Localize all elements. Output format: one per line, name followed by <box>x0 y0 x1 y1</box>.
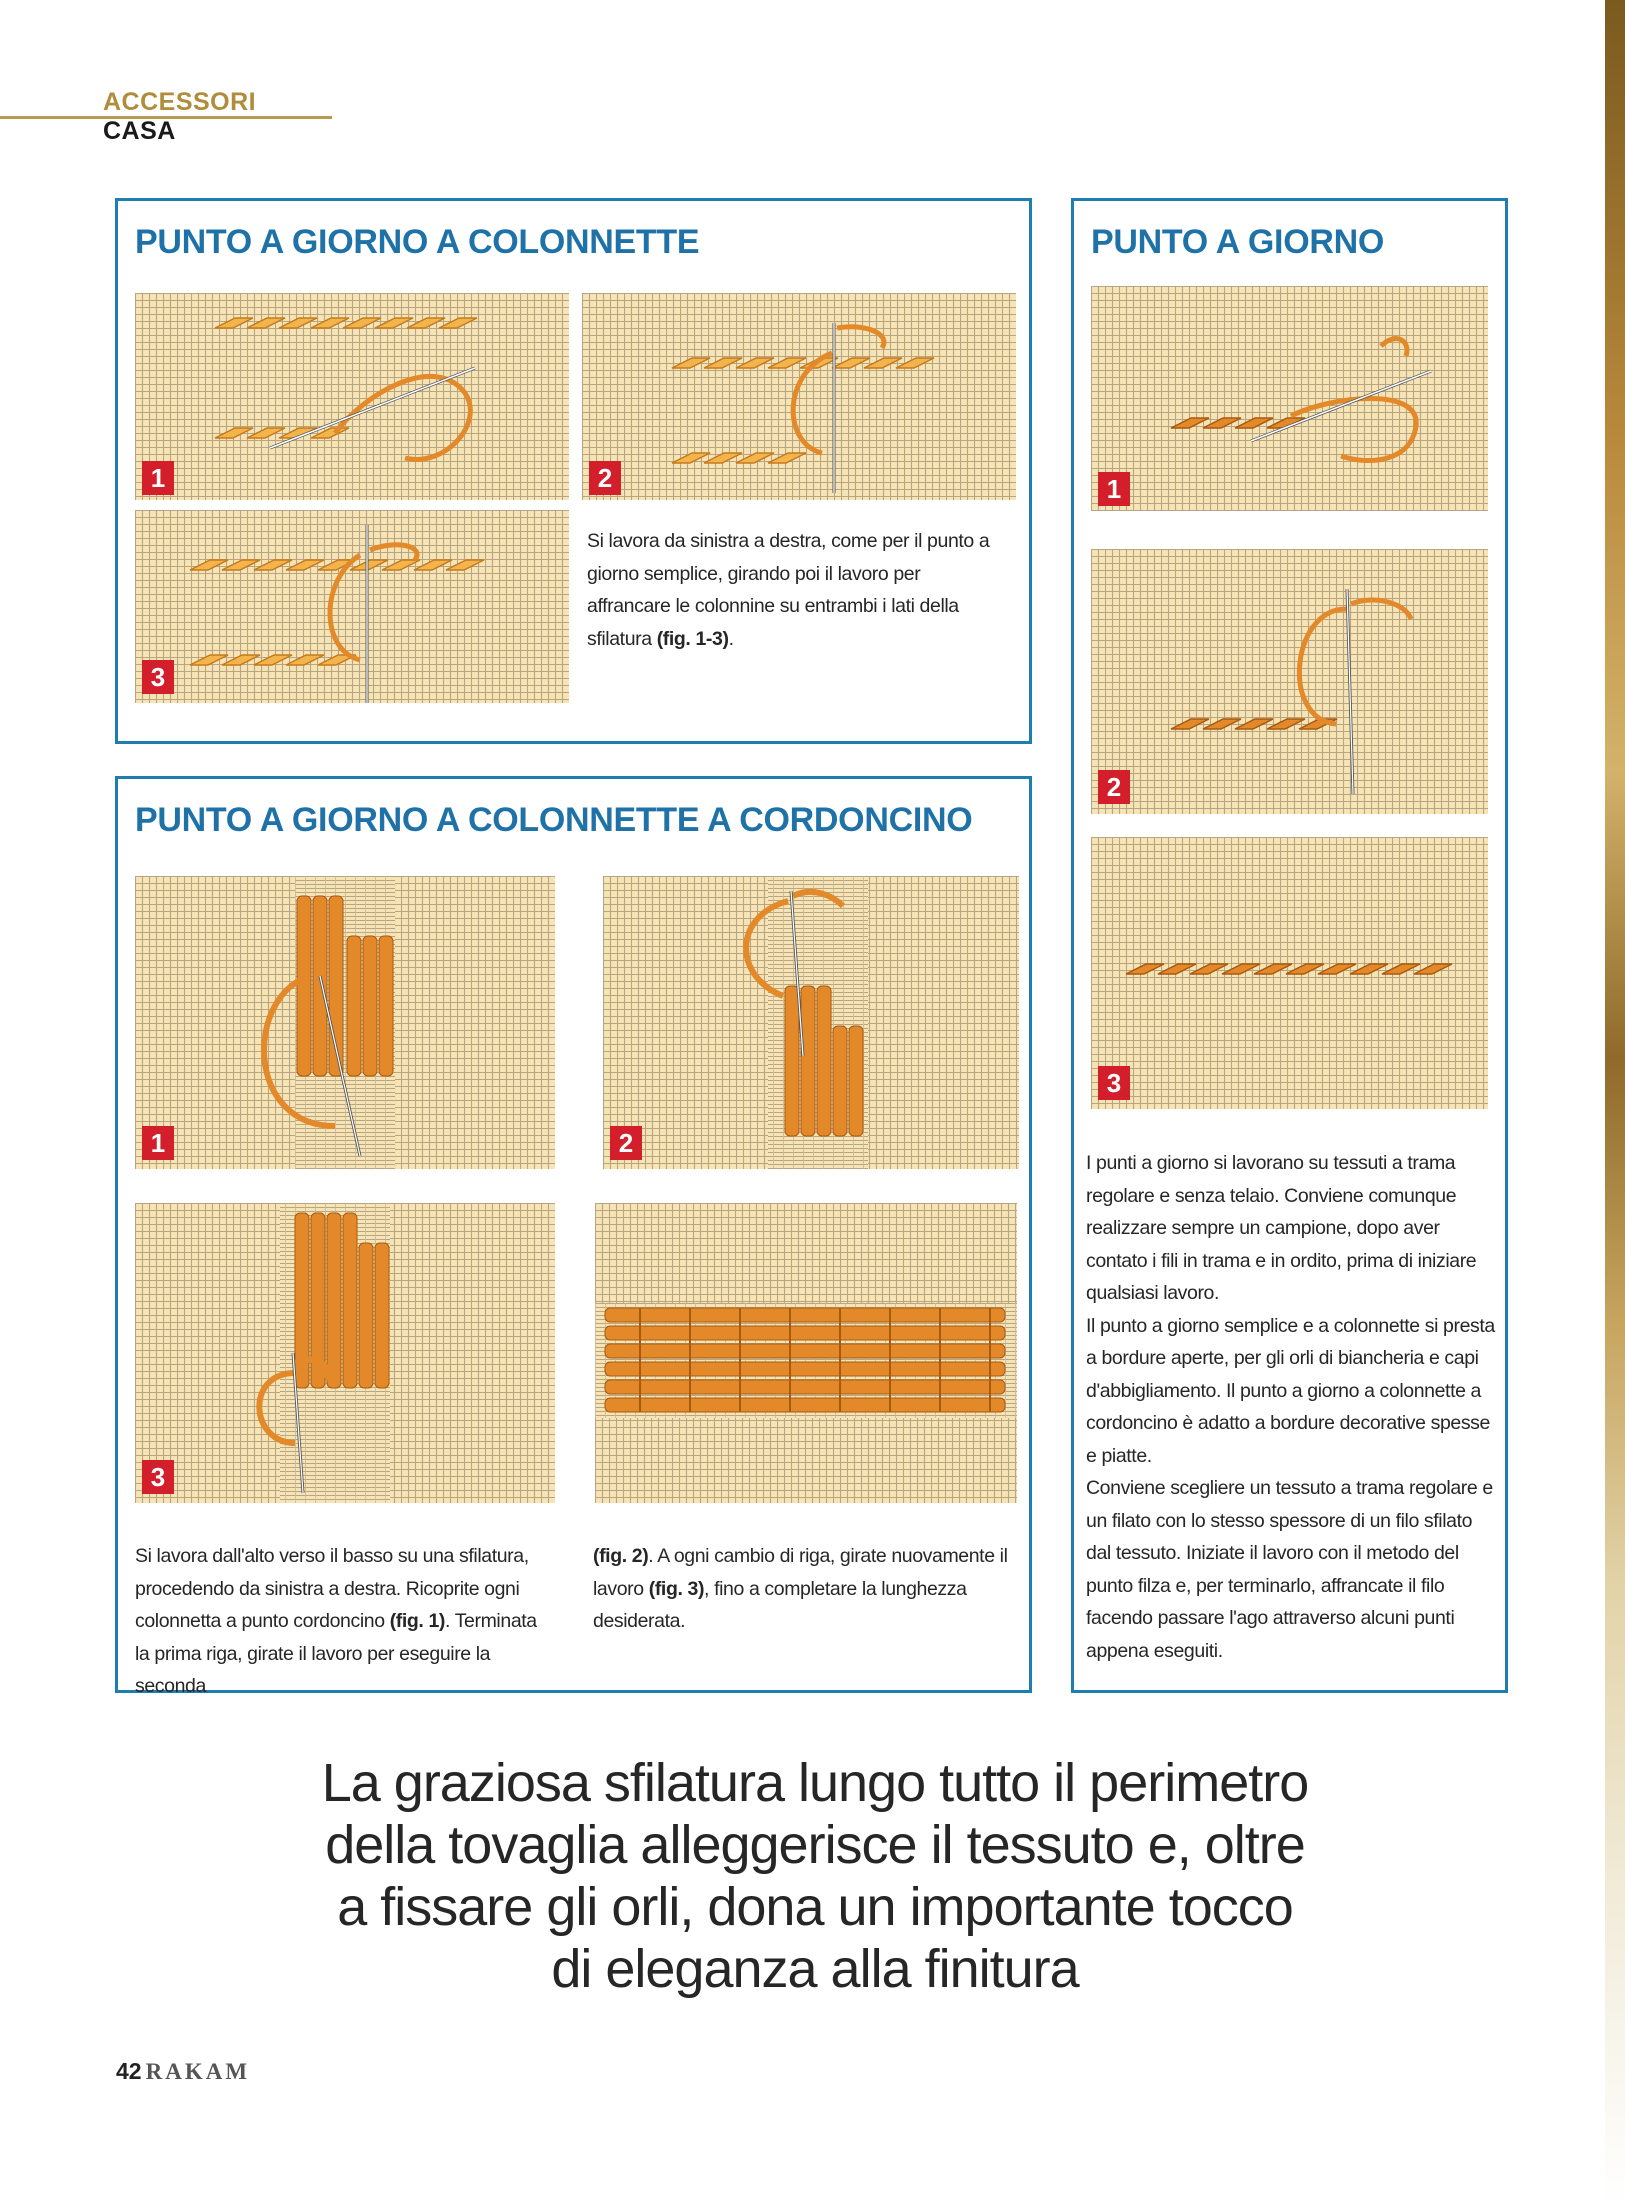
figure-reference: (fig. 3) <box>648 1577 705 1600</box>
section-header <box>0 88 332 145</box>
colonnette-instructions: Si lavora da sinistra a destra, come per il punto a giorno semplice, girando poi il lavoro per affrancare le colonnine su entrambi i lati della sfilatura (fig. 1-3). <box>587 530 990 650</box>
page-footer <box>116 2058 250 2085</box>
cordoncino-instructions-left: Si lavora dall'alto verso il basso su una sfilatura, procedendo da sinistra a destra. Ricoprite ogni colonnetta a punto cordoncino (fig. 1). Terminata la prima riga, girate il lavoro per eseguire la seconda <box>135 1545 537 1697</box>
figure-reference: (fig. 1) <box>389 1610 446 1632</box>
adjacent-page-photo-edge <box>1605 0 1625 2205</box>
pull-quote-line: La graziosa sfilatura lungo tutto il perimetro <box>321 1753 1309 1813</box>
figure-reference: (fig. 1-3) <box>656 627 729 650</box>
figure-giorno-3 <box>1091 837 1488 1109</box>
page-number: 42 <box>116 2058 142 2084</box>
giorno-description <box>1086 1147 1496 1667</box>
panel-colonnette <box>115 198 1032 744</box>
pull-quote-line: della tovaglia alleggerisce il tessuto e, oltre <box>325 1815 1305 1875</box>
figure-cordoncino-1 <box>135 876 555 1169</box>
giorno-paragraph: I punti a giorno si lavorano su tessuti a trama regolare e senza telaio. Conviene comunque realizzare sempre un campione, dopo aver contato i fili in trama e in ordito, prima di iniziare qualsiasi lavoro. <box>1086 1152 1477 1304</box>
panel-giorno <box>1071 198 1508 1693</box>
cordoncino-text-c: A ogni cambio di riga, girate nuovamente il lavoro <box>593 1545 1008 1600</box>
figure-badge: 3 <box>1098 1066 1130 1100</box>
cordoncino-text-d: , fino a completare la lunghezza desiderata. <box>593 1577 967 1632</box>
colonnette-text: Si lavora da sinistra a destra, come per il punto a giorno semplice, girando poi il lavoro per affrancare le colonnine su entrambi i lati della sfilatura <box>587 530 990 650</box>
cordoncino-instructions-right: (fig. 2). A ogni cambio di riga, girate nuovamente il lavoro (fig. 3), fino a completare la lunghezza desiderata. <box>593 1545 1008 1632</box>
panel-title: PUNTO A GIORNO <box>1091 223 1385 261</box>
figure-badge: 3 <box>142 1460 174 1494</box>
figure-colonnette-3 <box>135 510 569 703</box>
figure-cordoncino-3 <box>135 1203 555 1503</box>
giorno-paragraph: Il punto a giorno semplice e a colonnette si presta a bordure aperte, per gli orli di biancheria e capi d'abbigliamento. Il punto a giorno a colonnette a cordoncino è adatto a bordure decorative spesse e piatte. <box>1086 1314 1495 1467</box>
figure-cordoncino-4 <box>595 1203 1017 1503</box>
section-label: ACCESSORI <box>103 88 257 116</box>
figure-giorno-2 <box>1091 549 1488 814</box>
panel-title: PUNTO A GIORNO A COLONNETTE <box>135 223 700 261</box>
figure-giorno-1 <box>1091 286 1488 511</box>
panel-cordoncino <box>115 776 1032 1697</box>
section-kicker <box>103 88 332 146</box>
figure-badge: 3 <box>142 660 174 694</box>
figure-colonnette-2 <box>582 293 1016 500</box>
figure-reference: (fig. 2) <box>593 1545 649 1567</box>
figure-badge: 1 <box>1098 472 1130 506</box>
figure-badge: 2 <box>589 461 621 495</box>
pull-quote-line: di eleganza alla finitura <box>551 1939 1079 1999</box>
figure-badge: 1 <box>142 1126 174 1160</box>
cordoncino-text-a: Si lavora dall'alto verso il basso su una sfilatura, procedendo da sinistra a destra. Ricoprite ogni colonnetta a punto cordoncino <box>135 1545 529 1632</box>
figure-cordoncino-2 <box>603 876 1019 1169</box>
subsection-label: CASA <box>103 117 176 145</box>
figure-badge: 2 <box>610 1126 642 1160</box>
giorno-paragraph: Conviene scegliere un tessuto a trama regolare e un filato con lo stesso spessore di un filo sfilato dal tessuto. Iniziate il lavoro con il metodo del punto filza e, per terminarlo, affrancate il filo facendo passare l'ago attraverso alcuni punti appena eseguiti. <box>1086 1477 1493 1662</box>
pull-quote-line: a fissare gli orli, dona un importante tocco <box>337 1877 1293 1937</box>
figure-badge: 2 <box>1098 770 1130 804</box>
cordoncino-text-b: Terminata la prima riga, girate il lavoro per eseguire la seconda <box>135 1610 537 1697</box>
figure-colonnette-1 <box>135 293 569 500</box>
magazine-name: RAKAM <box>145 2059 251 2084</box>
figure-badge: 1 <box>142 461 174 495</box>
panel-title: PUNTO A GIORNO A COLONNETTE A CORDONCINO <box>135 801 973 839</box>
pull-quote <box>190 1752 1440 2000</box>
